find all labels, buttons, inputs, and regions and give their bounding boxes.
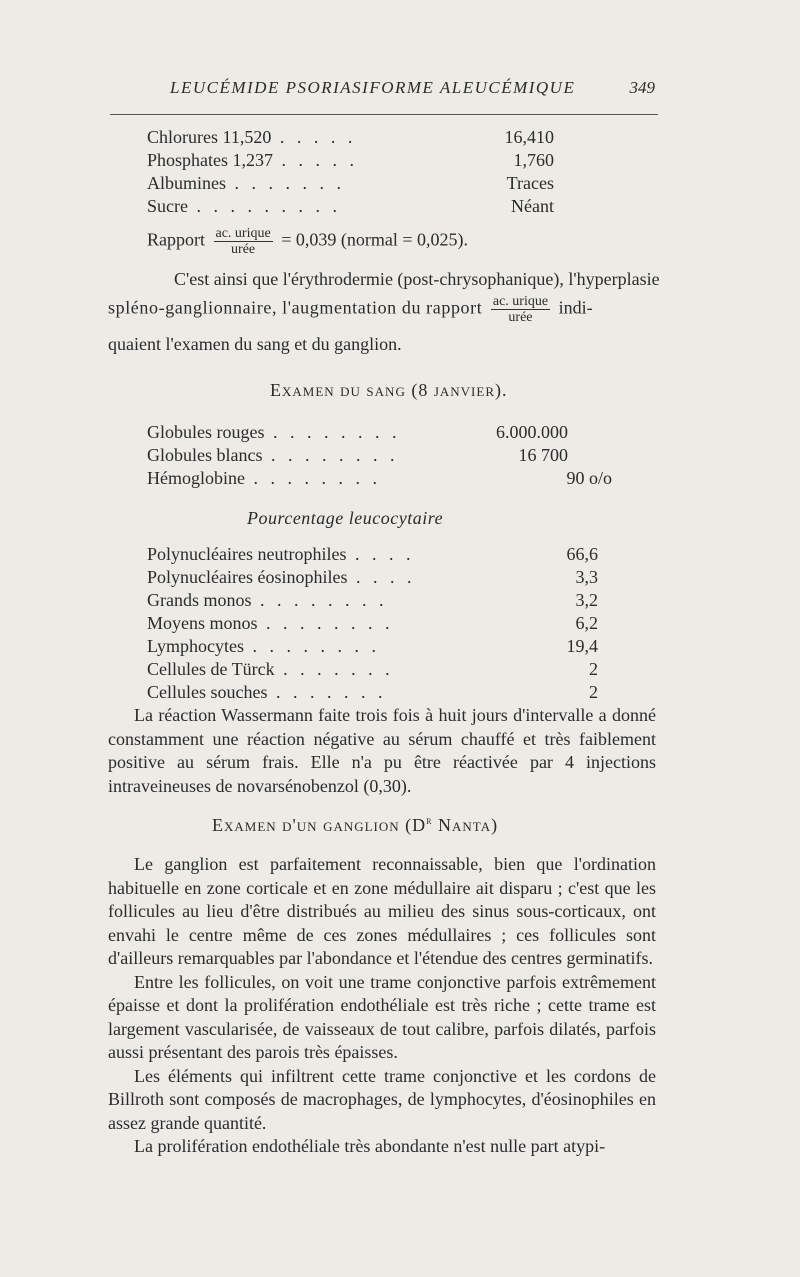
urine-value: Traces [506, 173, 554, 193]
formula-row: Polynucléaires neutrophiles . . . . [147, 544, 415, 564]
section-heading-blood [270, 380, 507, 401]
paragraph-line [108, 294, 656, 325]
section-heading-ganglion [212, 815, 498, 836]
formula-label: Cellules de Türck [147, 659, 275, 679]
rapport-fraction [214, 226, 273, 257]
formula-value: 3,3 [575, 567, 598, 587]
ganglion-heading-sup: r [426, 815, 433, 827]
paragraph: Les éléments qui infiltrent cette trame conjonctive et les cordons de Billroth sont composés de macrophages, de lymphocytes, d'éosinophiles en assez grande quantité. [108, 1065, 656, 1133]
blood-label: Hémoglobine [147, 468, 245, 488]
ganglion-heading-start: Examen d'un ganglion (D [212, 815, 427, 835]
paragraph-wassermann [108, 704, 656, 798]
paragraph-line [108, 333, 402, 355]
paragraph: La prolifération endothéliale très abondante n'est nulle part atypi- [134, 1136, 606, 1156]
blood-row: Globules blancs . . . . . . . . [147, 445, 399, 465]
formula-value: 2 [589, 682, 598, 702]
formula-row: Cellules souches . . . . . . . [147, 682, 387, 702]
urine-value: Néant [511, 196, 554, 216]
formula-value: 3,2 [575, 590, 598, 610]
formula-row: Polynucléaires éosinophiles . . . . [147, 567, 416, 587]
formula-label: Grands monos [147, 590, 252, 610]
urine-label: Phosphates 1,237 [147, 150, 273, 170]
rapport-line [147, 226, 468, 257]
formula-row: Cellules de Türck . . . . . . . [147, 659, 394, 679]
para1-line2-end: indi- [558, 297, 593, 318]
para1-fraction [491, 294, 550, 325]
formula-label: Moyens monos [147, 613, 258, 633]
blood-label: Globules blancs [147, 445, 263, 465]
urine-label: Sucre [147, 196, 188, 216]
formula-row: Moyens monos . . . . . . . . [147, 613, 394, 633]
rapport-suffix: = 0,039 (normal = 0,025). [281, 229, 468, 250]
formula-label: Cellules souches [147, 682, 268, 702]
blood-row: Globules rouges . . . . . . . . [147, 422, 401, 442]
fraction-denominator: urée [508, 310, 533, 325]
formula-value: 66,6 [566, 544, 598, 564]
para1-line3: quaient l'examen du sang et du ganglion. [108, 334, 402, 354]
section-heading-formula: Pourcentage leucocytaire [247, 508, 444, 528]
urine-row: Phosphates 1,237 . . . . . [147, 150, 358, 170]
formula-value: 2 [589, 659, 598, 679]
urine-row: Chlorures 11,520 . . . . . [147, 127, 357, 147]
running-header [110, 78, 655, 102]
formula-label: Polynucléaires neutrophiles [147, 544, 347, 564]
fraction-denominator: urée [231, 242, 256, 257]
formula-label: Lymphocytes [147, 636, 244, 656]
para1-line1: C'est ainsi que l'érythrodermie (post-chrysophanique), l'hyperplasie [174, 269, 660, 289]
fraction-numerator: ac. urique [215, 226, 271, 241]
fraction-numerator: ac. urique [492, 294, 549, 309]
urine-row: Albumines . . . . . . . [147, 173, 345, 193]
paragraph: Le ganglion est parfaitement reconnaissable, bien que l'ordination habituelle en zone corticale et en zone médullaire ait disparu ; c'est que les follicules au lieu d'être distribués au milieu des sinus sous-corticaux, ont envahi le centre même de ces zones médullaires ; ces follicules sont d'ailleurs remarquables par l'abondance et l'étendue des centres germinatifs. [108, 854, 656, 968]
formula-row: Grands monos . . . . . . . . [147, 590, 388, 610]
urine-value: 16,410 [504, 127, 554, 147]
paragraph: Entre les follicules, on voit une trame conjonctive parfois extrêmement épaisse et dont la prolifération endothéliale est très riche ; cette trame est largement vascularisée, de vaisseaux de tout calibre, parfois dilatés, parfois aussi présentant des parois très épaisses. [108, 971, 656, 1062]
blood-label: Globules rouges [147, 422, 265, 442]
urine-label: Chlorures 11,520 [147, 127, 272, 147]
ganglion-text [108, 853, 656, 1159]
formula-value: 6,2 [575, 613, 598, 633]
blood-value: 90 o/o [566, 468, 612, 488]
formula-value: 19,4 [566, 636, 598, 656]
header-rule [110, 114, 658, 115]
paragraph-text: La réaction Wassermann faite trois fois à huit jours d'intervalle a donné constamment une réaction négative au sérum chauffé et très faiblement positive au sérum frais. Elle n'a pu être réactivée par 4 injections intraveineuses de novarsénobenzol (0,30). [108, 705, 656, 796]
formula-row: Lymphocytes . . . . . . . . [147, 636, 380, 656]
blood-value: 16 700 [518, 445, 568, 465]
urine-row: Sucre . . . . . . . . . [147, 196, 341, 216]
running-title: LEUCÉMIDE PSORIASIFORME ALEUCÉMIQUE [170, 78, 576, 97]
blood-row: Hémoglobine . . . . . . . . [147, 468, 381, 488]
rapport-prefix: Rapport [147, 229, 205, 250]
ganglion-heading-end: Nanta) [432, 815, 499, 835]
para1-line2-start: spléno-ganglionnaire, l'augmentation du rapport [108, 297, 483, 318]
blood-heading-text: Examen du sang (8 janvier). [270, 380, 508, 400]
page-number: 349 [629, 78, 655, 97]
urine-label: Albumines [147, 173, 226, 193]
urine-value: 1,760 [513, 150, 554, 170]
blood-value: 6.000.000 [496, 422, 568, 442]
formula-label: Polynucléaires éosinophiles [147, 567, 348, 587]
paragraph-line [174, 268, 660, 290]
